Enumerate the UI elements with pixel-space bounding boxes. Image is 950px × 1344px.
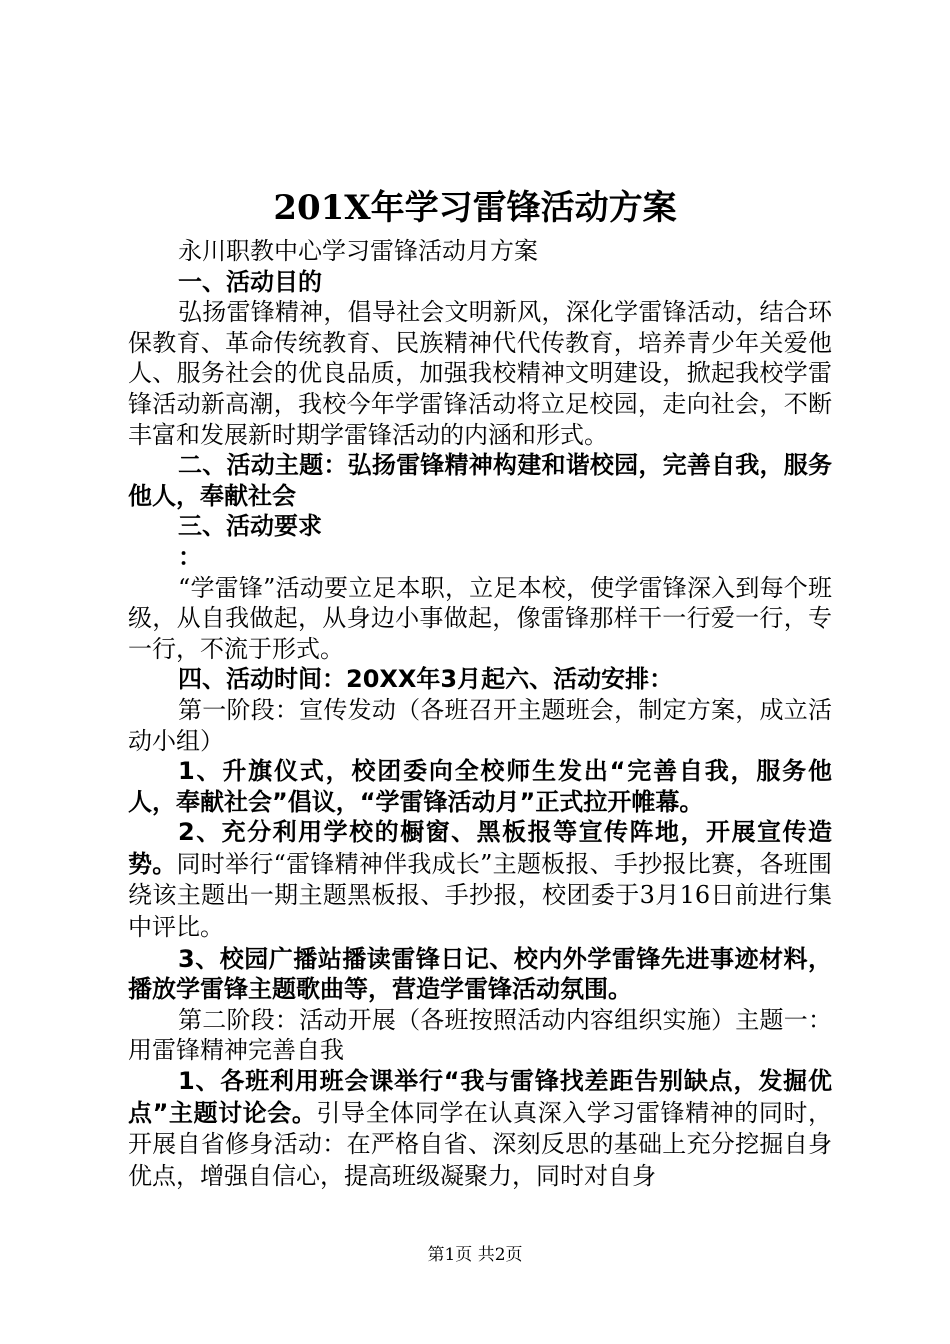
item-class-meeting-lead: 1、各班利用班会课举行“我与雷锋找差距告别缺点，发掘优点”主题讨论会。 xyxy=(128,1067,832,1127)
heading-theme: 二、活动主题：弘扬雷锋精神构建和谐校园，完善自我，服务他人，奉献社会 xyxy=(128,451,832,510)
page-footer: 第1页 共2页 xyxy=(427,1245,523,1265)
item-class-meeting xyxy=(128,1066,832,1192)
paragraph-stage-one: 第一阶段：宣传发动（各班召开主题班会，制定方案，成立活动小组） xyxy=(128,695,832,755)
paragraph-subtitle: 永川职教中心学习雷锋活动月方案 xyxy=(178,237,538,265)
heading-requirements: 三、活动要求 xyxy=(178,512,322,541)
item-publicity xyxy=(128,817,832,943)
heading-purpose: 一、活动目的 xyxy=(178,267,322,296)
document-title: 201X年学习雷锋活动方案 xyxy=(273,188,677,228)
item-publicity-detail: 同时举行“雷锋精神伴我成长”主题板报、手抄报比赛，各班围绕该主题出一期主题黑板报、手抄报，校团委于3月16日前进行集中评比。 xyxy=(128,849,832,942)
requirements-colon: ： xyxy=(178,542,202,571)
paragraph-stage-two: 第二阶段：活动开展（各班按照活动内容组织实施）主题一：用雷锋精神完善自我 xyxy=(128,1005,832,1065)
item-publicity-lead: 2、充分利用学校的橱窗、黑板报等宣传阵地，开展宣传造势。 xyxy=(128,818,832,878)
paragraph-requirements: “学雷锋”活动要立足本职，立足本校，使学雷锋深入到每个班级，从自我做起，从身边小事做起，像雷锋那样干一行爱一行，专一行，不流于形式。 xyxy=(128,573,832,663)
paragraph-purpose: 弘扬雷锋精神，倡导社会文明新风，深化学雷锋活动，结合环保教育、革命传统教育、民族精神代代传教育，培养青少年关爱他人、服务社会的优良品质，加强我校精神文明建设，掀起我校学雷锋活动新高潮，我校今年学雷锋活动将立足校园，走向社会，不断丰富和发展新时期学雷锋活动的内涵和形式。 xyxy=(128,298,832,449)
item-broadcast: 3、校园广播站播读雷锋日记、校内外学雷锋先进事迹材料，播放学雷锋主题歌曲等，营造学雷锋活动氛围。 xyxy=(128,944,832,1004)
document-body xyxy=(128,236,832,1192)
item-flag-ceremony: 1、升旗仪式，校团委向全校师生发出“完善自我，服务他人，奉献社会”倡议，“学雷锋活动月”正式拉开帷幕。 xyxy=(128,757,832,816)
heading-time-arrangement: 四、活动时间：20XX年3月起六、活动安排： xyxy=(178,665,674,694)
item-class-meeting-detail: 引导全体同学在认真深入学习雷锋精神的同时，开展自省修身活动：在严格自省、深刻反思的基础上充分挖掘自身优点，增强自信心，提高班级凝聚力，同时对自身 xyxy=(128,1098,833,1190)
